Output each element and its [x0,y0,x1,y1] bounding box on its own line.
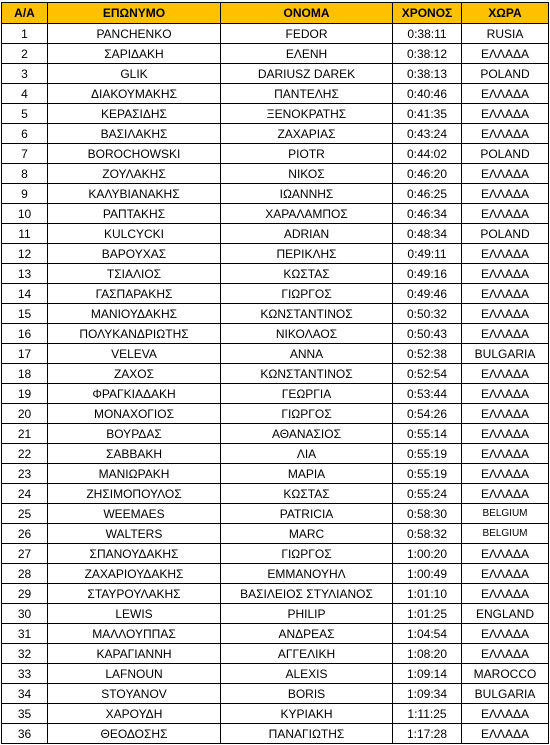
cell-surname: ΖΟΥΛΑΚΗΣ [48,164,221,184]
cell-country: ΕΛΛΑΔΑ [462,264,549,284]
results-table [1,2,549,744]
cell-country: BELGIUM [462,524,549,544]
cell-name: ΕΛΕΝΗ [221,44,393,64]
cell-time: 0:46:25 [393,184,462,204]
cell-aa: 2 [2,44,48,64]
cell-aa: 26 [2,524,48,544]
cell-surname: LEWIS [48,604,221,624]
cell-name: ΓΙΩΡΓΟΣ [221,404,393,424]
cell-country: ΕΛΛΑΔΑ [462,104,549,124]
cell-country: MAROCCO [462,664,549,684]
cell-time: 0:50:43 [393,324,462,344]
cell-country: ΕΛΛΑΔΑ [462,364,549,384]
cell-country: BULGARIA [462,684,549,704]
cell-name: ΓΙΩΡΓΟΣ [221,284,393,304]
cell-surname: ΚΑΡΑΓΙΑΝΝΗ [48,644,221,664]
cell-country: ΕΛΛΑΔΑ [462,284,549,304]
cell-aa: 31 [2,624,48,644]
cell-surname: ΚΑΛΥΒΙΑΝΑΚΗΣ [48,184,221,204]
cell-surname: STOYANOV [48,684,221,704]
cell-country: ΕΛΛΑΔΑ [462,84,549,104]
cell-name: ΛΙΑ [221,444,393,464]
cell-country: ΕΛΛΑΔΑ [462,484,549,504]
cell-country: POLAND [462,64,549,84]
table-row [2,44,549,64]
cell-time: 0:38:12 [393,44,462,64]
cell-country: RUSIA [462,24,549,44]
table-row [2,604,549,624]
table-row [2,204,549,224]
cell-name: ALEXIS [221,664,393,684]
cell-name: ΚΩΣΤΑΣ [221,484,393,504]
cell-surname: ΡΑΠΤΑΚΗΣ [48,204,221,224]
cell-aa: 30 [2,604,48,624]
cell-surname: BOROCHOWSKI [48,144,221,164]
cell-aa: 13 [2,264,48,284]
cell-time: 0:55:19 [393,464,462,484]
cell-country: ENGLAND [462,604,549,624]
cell-surname: ΣΤΑΥΡΟΥΛΑΚΗΣ [48,584,221,604]
table-row [2,164,549,184]
cell-name: ΕΜΜΑΝΟΥΗΛ [221,564,393,584]
cell-surname: WEEMAES [48,504,221,524]
cell-name: ΑΝΔΡΕΑΣ [221,624,393,644]
cell-name: ΚΩΣΤΑΣ [221,264,393,284]
cell-time: 1:09:34 [393,684,462,704]
cell-name: PIOTR [221,144,393,164]
cell-surname: ΒΑΣΙΛΑΚΗΣ [48,124,221,144]
cell-surname: PANCHENKO [48,24,221,44]
cell-aa: 35 [2,704,48,724]
cell-time: 0:55:19 [393,444,462,464]
cell-name: ΧΑΡΑΛΑΜΠΟΣ [221,204,393,224]
cell-country: ΕΛΛΑΔΑ [462,704,549,724]
cell-time: 0:48:34 [393,224,462,244]
header-name: ΟΝΟΜΑ [221,3,393,24]
cell-aa: 9 [2,184,48,204]
cell-name: ΚΥΡΙΑΚΗ [221,704,393,724]
cell-country: ΕΛΛΑΔΑ [462,424,549,444]
cell-aa: 4 [2,84,48,104]
cell-surname: VELEVA [48,344,221,364]
cell-name: ΒΑΣΙΛΕΙΟΣ ΣΤΥΛΙΑΝΟΣ [221,584,393,604]
cell-name: ΙΩΑΝΝΗΣ [221,184,393,204]
cell-surname: ΖΑΧΑΡΙΟΥΔΑΚΗΣ [48,564,221,584]
cell-name: FEDOR [221,24,393,44]
cell-country: ΕΛΛΑΔΑ [462,644,549,664]
cell-time: 0:58:30 [393,504,462,524]
cell-surname: ΒΟΥΡΔΑΣ [48,424,221,444]
header-time: ΧΡΟΝΟΣ [393,3,462,24]
table-row [2,184,549,204]
table-row [2,24,549,44]
cell-time: 0:58:32 [393,524,462,544]
cell-time: 1:00:49 [393,564,462,584]
cell-surname: ΜΟΝΑΧΟΓΙΟΣ [48,404,221,424]
cell-country: ΕΛΛΑΔΑ [462,444,549,464]
header-aa: Α/Α [2,3,48,24]
cell-surname: ΦΡΑΓΚΙΑΔΑΚΗ [48,384,221,404]
cell-time: 0:38:11 [393,24,462,44]
table-row [2,624,549,644]
table-row [2,264,549,284]
cell-time: 1:09:14 [393,664,462,684]
cell-name: ΝΙΚΟΣ [221,164,393,184]
cell-name: ΓΙΩΡΓΟΣ [221,544,393,564]
cell-time: 0:46:20 [393,164,462,184]
cell-country: ΕΛΛΑΔΑ [462,124,549,144]
cell-country: ΕΛΛΑΔΑ [462,324,549,344]
cell-time: 0:55:24 [393,484,462,504]
cell-name: ΓΕΩΡΓΙΑ [221,384,393,404]
table-row [2,704,549,724]
cell-aa: 15 [2,304,48,324]
cell-country: ΕΛΛΑΔΑ [462,244,549,264]
table-row [2,344,549,364]
table-row [2,644,549,664]
cell-name: ΠΑΝΑΓΙΩΤΗΣ [221,724,393,744]
cell-time: 0:43:24 [393,124,462,144]
cell-country: ΕΛΛΑΔΑ [462,464,549,484]
cell-aa: 28 [2,564,48,584]
cell-aa: 23 [2,464,48,484]
cell-surname: LAFNOUN [48,664,221,684]
cell-aa: 5 [2,104,48,124]
cell-name: BORIS [221,684,393,704]
cell-country: ΕΛΛΑΔΑ [462,544,549,564]
cell-aa: 29 [2,584,48,604]
cell-surname: ΖΗΣΙΜΟΠΟΥΛΟΣ [48,484,221,504]
cell-time: 1:04:54 [393,624,462,644]
table-row [2,584,549,604]
cell-time: 0:52:54 [393,364,462,384]
cell-name: ΖΑΧΑΡΙΑΣ [221,124,393,144]
cell-surname: ΔΙΑΚΟΥΜΑΚΗΣ [48,84,221,104]
cell-time: 0:53:44 [393,384,462,404]
cell-country: ΕΛΛΑΔΑ [462,304,549,324]
cell-country: ΕΛΛΑΔΑ [462,624,549,644]
cell-country: ΕΛΛΑΔΑ [462,404,549,424]
cell-name: MARC [221,524,393,544]
table-row [2,484,549,504]
cell-surname: ΜΑΝΙΩΡΑΚΗ [48,464,221,484]
cell-name: ΑΘΑΝΑΣΙΟΣ [221,424,393,444]
cell-aa: 17 [2,344,48,364]
cell-name: ΜΑΡΙΑ [221,464,393,484]
cell-surname: ΜΑΝΙΟΥΔΑΚΗΣ [48,304,221,324]
table-row [2,544,549,564]
cell-aa: 3 [2,64,48,84]
cell-aa: 10 [2,204,48,224]
table-row [2,224,549,244]
cell-country: ΕΛΛΑΔΑ [462,164,549,184]
table-row [2,724,549,744]
cell-time: 1:11:25 [393,704,462,724]
cell-country: BULGARIA [462,344,549,364]
cell-name: ΚΩΝΣΤΑΝΤΙΝΟΣ [221,364,393,384]
cell-aa: 6 [2,124,48,144]
cell-country: ΕΛΛΑΔΑ [462,564,549,584]
cell-surname: ΒΑΡΟΥΧΑΣ [48,244,221,264]
cell-surname: ΘΕΟΔΟΣΗΣ [48,724,221,744]
cell-name: ΝΙΚΟΛΑΟΣ [221,324,393,344]
cell-time: 0:49:16 [393,264,462,284]
cell-country: ΕΛΛΑΔΑ [462,184,549,204]
cell-country: POLAND [462,144,549,164]
cell-name: ΚΩΝΣΤΑΝΤΙΝΟΣ [221,304,393,324]
cell-name: DARIUSZ DAREK [221,64,393,84]
cell-surname: ΚΕΡΑΣΙΔΗΣ [48,104,221,124]
cell-time: 1:01:10 [393,584,462,604]
cell-aa: 27 [2,544,48,564]
cell-country: ΕΛΛΑΔΑ [462,724,549,744]
cell-aa: 21 [2,424,48,444]
cell-surname: KULCYCKI [48,224,221,244]
cell-surname: ΣΑΒΒΑΚΗ [48,444,221,464]
cell-name: ΑΓΓΕΛΙΚΗ [221,644,393,664]
cell-time: 0:46:34 [393,204,462,224]
table-row [2,284,549,304]
table-row [2,684,549,704]
cell-country: ΕΛΛΑΔΑ [462,384,549,404]
cell-time: 0:40:46 [393,84,462,104]
cell-aa: 25 [2,504,48,524]
header-surname: ΕΠΩΝΥΜΟ [48,3,221,24]
cell-time: 1:17:28 [393,724,462,744]
cell-time: 0:55:14 [393,424,462,444]
table-row [2,304,549,324]
cell-time: 0:38:13 [393,64,462,84]
cell-aa: 36 [2,724,48,744]
cell-time: 0:50:32 [393,304,462,324]
cell-aa: 20 [2,404,48,424]
cell-name: ΠΑΝΤΕΛΗΣ [221,84,393,104]
table-row [2,124,549,144]
cell-surname: ΣΠΑΝΟΥΔΑΚΗΣ [48,544,221,564]
cell-surname: ΣΑΡΙΔΑΚΗ [48,44,221,64]
table-row [2,384,549,404]
table-row [2,244,549,264]
cell-name: ANNA [221,344,393,364]
cell-aa: 22 [2,444,48,464]
cell-name: ΠΕΡΙΚΛΗΣ [221,244,393,264]
cell-aa: 7 [2,144,48,164]
table-row [2,444,549,464]
table-row [2,564,549,584]
table-row [2,364,549,384]
cell-time: 1:01:25 [393,604,462,624]
cell-time: 1:08:20 [393,644,462,664]
cell-time: 0:49:11 [393,244,462,264]
header-country: ΧΩΡΑ [462,3,549,24]
table-row [2,104,549,124]
cell-aa: 19 [2,384,48,404]
table-row [2,464,549,484]
table-row [2,404,549,424]
header-row [2,3,549,24]
cell-time: 0:54:26 [393,404,462,424]
table-row [2,524,549,544]
cell-surname: ΖΑΧΟΣ [48,364,221,384]
cell-country: BELGIUM [462,504,549,524]
cell-aa: 8 [2,164,48,184]
cell-surname: ΠΟΛΥΚΑΝΔΡΙΩΤΗΣ [48,324,221,344]
cell-country: ΕΛΛΑΔΑ [462,584,549,604]
table-row [2,424,549,444]
cell-aa: 11 [2,224,48,244]
cell-aa: 16 [2,324,48,344]
cell-country: ΕΛΛΑΔΑ [462,44,549,64]
cell-surname: GLIK [48,64,221,84]
cell-aa: 14 [2,284,48,304]
cell-country: ΕΛΛΑΔΑ [462,204,549,224]
cell-time: 0:41:35 [393,104,462,124]
cell-aa: 33 [2,664,48,684]
cell-surname: WALTERS [48,524,221,544]
cell-country: POLAND [462,224,549,244]
cell-name: PATRICIA [221,504,393,524]
table-row [2,144,549,164]
table-row [2,64,549,84]
cell-surname: ΜΑΛΛΟΥΠΠΑΣ [48,624,221,644]
cell-aa: 12 [2,244,48,264]
table-row [2,84,549,104]
cell-aa: 18 [2,364,48,384]
cell-name: ΞΕΝΟΚΡΑΤΗΣ [221,104,393,124]
cell-time: 0:49:46 [393,284,462,304]
cell-surname: ΤΣΙΑΛΙΟΣ [48,264,221,284]
cell-aa: 32 [2,644,48,664]
cell-name: ADRIAN [221,224,393,244]
table-row [2,504,549,524]
cell-aa: 1 [2,24,48,44]
cell-surname: ΧΑΡΟΥΔΗ [48,704,221,724]
cell-aa: 34 [2,684,48,704]
cell-time: 0:52:38 [393,344,462,364]
table-row [2,324,549,344]
cell-aa: 24 [2,484,48,504]
cell-time: 0:44:02 [393,144,462,164]
cell-name: PHILIP [221,604,393,624]
cell-time: 1:00:20 [393,544,462,564]
table-row [2,664,549,684]
cell-surname: ΓΑΣΠΑΡΑΚΗΣ [48,284,221,304]
